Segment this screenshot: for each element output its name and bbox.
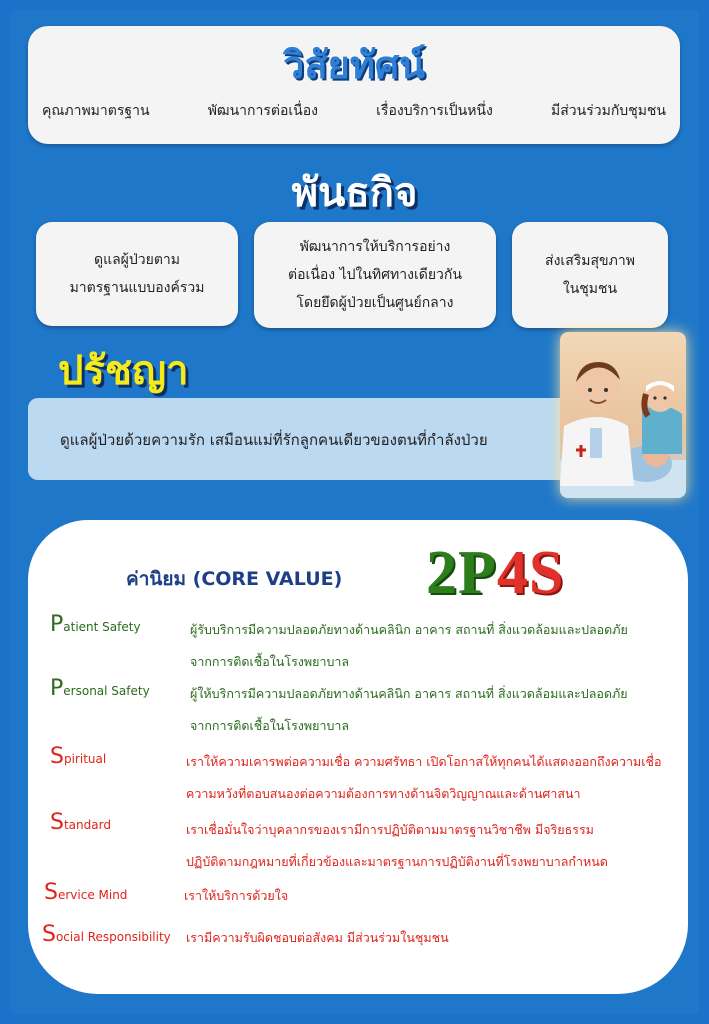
- core-value-description: ผู้ให้บริการมีความปลอดภัยทางด้านคลินิก อาคาร สถานที่ สิ่งแวดล้อมและปลอดภัย จากการติดเชื้อในโรงพยาบาล: [190, 686, 628, 733]
- core-value-name: Personal Safety: [50, 676, 150, 701]
- philosophy-box: [28, 398, 588, 480]
- core-value-name: Patient Safety: [50, 612, 141, 637]
- mission-card-3: [512, 222, 668, 328]
- core-value-name: Service Mind: [44, 880, 128, 905]
- core-value-name: Standard: [50, 810, 111, 835]
- core-value-description: เรามีความรับผิดชอบต่อสังคม มีส่วนร่วมในชุมชน: [186, 930, 449, 945]
- vision-item: พัฒนาการต่อเนื่อง: [207, 103, 318, 119]
- mission-card-line: โดยยึดผู้ป่วยเป็นศูนย์กลาง: [296, 295, 454, 311]
- core-value-description: เราเชื่อมั่นใจว่าบุคลากรของเรามีการปฏิบัติตามมาตรฐานวิชาชีพ มีจริยธรรม ปฏิบัติตามกฎหมายที่เกี่ยวข้องและมาตรฐานการปฏิบัติงานที่โรงพยาบาลกำหนด: [186, 822, 608, 869]
- vision-title: วิสัยทัศน์: [283, 43, 425, 87]
- mission-title: พันธกิจ: [291, 170, 418, 216]
- mission-card-line: ในชุมชน: [562, 281, 618, 297]
- core-values-title: ค่านิยม (CORE VALUE): [126, 568, 343, 590]
- mission-card-line: ต่อเนื่อง ไปในทิศทางเดียวกัน: [288, 267, 462, 283]
- vision-item: คุณภาพมาตรฐาน: [42, 103, 150, 119]
- logo-part-4s: 4S: [496, 539, 565, 607]
- logo-2p4s: [426, 538, 564, 609]
- vision-item: มีส่วนร่วมกับชุมชน: [551, 103, 666, 119]
- mission-card-line: ดูแลผู้ป่วยตาม: [93, 252, 181, 268]
- philosophy-text: ดูแลผู้ป่วยด้วยความรัก เสมือนแม่ที่รักลูกคนเดียวของตนที่กำลังป่วย: [60, 431, 488, 449]
- philosophy-title: ปรัชญา: [58, 348, 189, 394]
- vision-box: [28, 26, 680, 144]
- mission-card-line: ส่งเสริมสุขภาพ: [545, 253, 635, 269]
- vision-items: [42, 100, 666, 124]
- core-values-panel: [28, 520, 688, 994]
- mission-card-line: มาตรฐานแบบองค์รวม: [69, 280, 205, 296]
- doctor-nurse-patient-illustration: [560, 332, 686, 498]
- core-value-name: Social Responsibility: [42, 922, 171, 947]
- core-value-description: เราให้บริการด้วยใจ: [184, 888, 289, 903]
- core-value-description: เราให้ความเคารพต่อความเชื่อ ความศรัทธา เปิดโอกาสให้ทุกคนได้แสดงออกถึงความเชื่อ ความหวังที่ตอบสนองต่อความต้องการทางด้านจิตวิญญาณและด้านศาสนา: [186, 754, 662, 801]
- mission-card-2: [254, 222, 496, 328]
- mission-card-1: [36, 222, 238, 326]
- core-value-name: Spiritual: [50, 744, 107, 769]
- core-value-description: ผู้รับบริการมีความปลอดภัยทางด้านคลินิก อาคาร สถานที่ สิ่งแวดล้อมและปลอดภัย จากการติดเชื้อในโรงพยาบาล: [190, 622, 628, 669]
- vision-item: เรื่องบริการเป็นหนึ่ง: [376, 103, 493, 119]
- logo-part-2p: 2P: [426, 539, 497, 607]
- mission-card-line: พัฒนาการให้บริการอย่าง: [299, 239, 451, 255]
